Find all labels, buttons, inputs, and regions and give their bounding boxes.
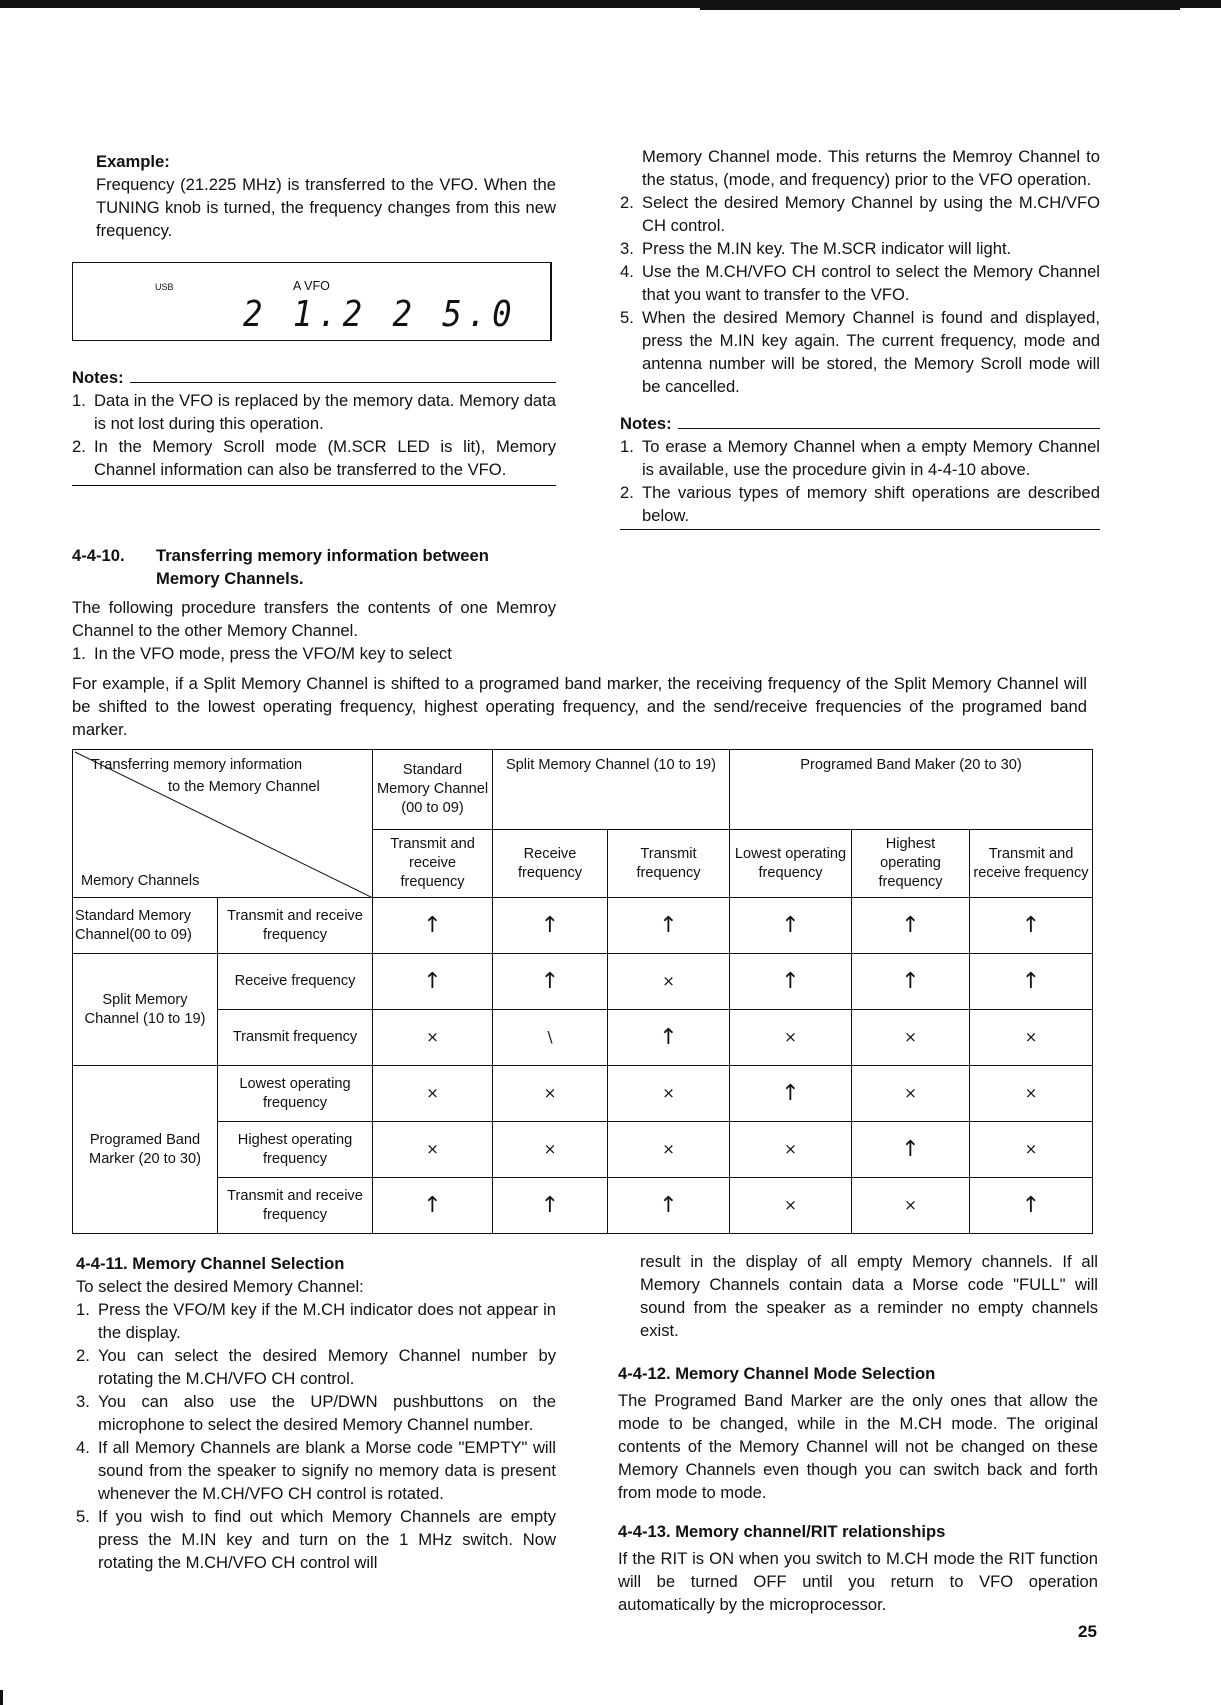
section-4410-step1 [72,642,556,665]
cell-arrow: ↑ [373,954,493,1010]
cell-cross: × [493,1066,608,1122]
row-label: Highest operating frequency [218,1122,373,1178]
section-4411-number: 4-4-11. [76,1254,128,1273]
notes-left-list [72,389,556,486]
cell-cross: \ [493,1010,608,1066]
lcd-mode: USB [155,282,174,292]
corner-top-1: Transferring memory information [91,757,303,773]
group-header-standard: Standard Memory Channel (00 to 09) [373,750,493,830]
row-label: Transmit frequency [218,1010,373,1066]
list-item: 1. Data in the VFO is replaced by the memory data. Memory data is not lost during this operation. [72,391,556,433]
cell-cross: × [493,1122,608,1178]
section-4411-continuation: result in the display of all empty Memory channels. If all Memory Channels contain data a Morse code "FULL" will sound from the speaker as a reminder no empty channels exist. [640,1252,1098,1340]
section-4411-title: Memory Channel Selection [132,1254,345,1273]
cell-cross: × [373,1122,493,1178]
cell-arrow: ↑ [373,1178,493,1234]
cell-cross: × [373,1010,493,1066]
list-item: 5. If you wish to find out which Memory Channels are empty press the M.IN key and turn on the 1 MHz switch. Now rotating the M.CH/VFO CH control will [76,1507,556,1572]
cell-arrow: ↑ [608,1010,730,1066]
section-4410-title-1: Transferring memory information between [156,546,489,565]
cell-cross: × [852,1010,970,1066]
section-4411-steps [76,1298,556,1574]
sub-header: Lowest operating frequency [730,830,852,898]
list-item: 1. In the VFO mode, press the VFO/M key to select [72,644,452,663]
cell-cross: × [608,954,730,1010]
page-edge-mark [0,1690,3,1705]
cell-arrow: ↑ [730,954,852,1010]
group-header-split: Split Memory Channel (10 to 19) [493,750,730,830]
section-4410-start [72,544,556,665]
cell-arrow: ↑ [970,898,1093,954]
list-item: 2. In the Memory Scroll mode (M.SCR LED is lit), Memory Channel information can also be transferred to the VFO. [72,437,556,479]
cell-cross: × [608,1122,730,1178]
table-row [73,954,1093,1010]
cell-cross: × [970,1122,1093,1178]
cell-cross: × [970,1066,1093,1122]
section-4412-number: 4-4-12. [618,1364,671,1383]
list-item: 1. To erase a Memory Channel when a empty Memory Channel is available, use the procedure givin in 4-4-10 above. [620,437,1100,479]
full-width-paragraph: For example, if a Split Memory Channel is shifted to a programed band marker, the receiving frequency of the Split Memory Channel will be shifted to the lowest operating frequency, highest operating frequency, and the send/receive frequencies of the programed band marker. [72,674,1087,739]
section-4411-heading [76,1252,556,1275]
list-item: 4. Use the M.CH/VFO CH control to select the Memory Channel that you want to transfer to the VFO. [620,262,1100,304]
section-4411-intro: To select the desired Memory Channel: [76,1277,364,1296]
notes-left-title: Notes: [72,368,124,387]
list-item: 3. You can also use the UP/DWN pushbuttons on the microphone to select the desired Memory Channel number. [76,1392,556,1434]
row-group-split: Split Memory Channel (10 to 19) [73,954,218,1066]
memory-shift-table [72,749,1093,1234]
section-4412-title: Memory Channel Mode Selection [675,1364,936,1383]
lcd-display [72,262,552,341]
group-header-band: Programed Band Maker (20 to 30) [730,750,1093,830]
row-label: Receive frequency [218,954,373,1010]
lcd-frequency: 2 1.2 2 5.0 [243,294,517,335]
cell-cross: × [852,1066,970,1122]
cell-arrow: ↑ [493,954,608,1010]
section-4412-text: The Programed Band Marker are the only ones that allow the mode to be changed, while in the M.CH mode. The original contents of the Memory Channel will not be changed on these Memory Channels even though you can switch back and forth from mode to mode. [618,1391,1098,1502]
section-4412-heading [618,1362,1098,1385]
row-group-band: Programed Band Marker (20 to 30) [73,1066,218,1234]
example-text: Frequency (21.225 MHz) is transferred to the VFO. When the TUNING knob is turned, the frequency changes from this new frequency. [96,175,556,240]
row-group-standard: Standard Memory Channel(00 to 09) [73,898,218,954]
example-block [96,150,556,242]
page-top-border [0,0,1221,8]
list-item: 1. Press the VFO/M key if the M.CH indicator does not appear in the display. [76,1300,556,1342]
cell-cross: × [970,1010,1093,1066]
notes-right-title: Notes: [620,414,672,433]
list-item: 4. If all Memory Channels are blank a Morse code "EMPTY" will sound from the speaker to signify no memory data is present whenever the M.CH/VFO CH control is rotated. [76,1438,556,1503]
section-4410-heading [72,544,556,590]
row-label: Lowest operating frequency [218,1066,373,1122]
cell-cross: × [730,1010,852,1066]
cell-arrow: ↑ [852,1122,970,1178]
section-4410-steps [620,191,1100,398]
list-item: 3. Press the M.IN key. The M.SCR indicator will light. [620,239,1012,258]
page-number: 25 [1078,1622,1097,1641]
table-row [73,1178,1093,1234]
lcd-vfo: A VFO [293,279,330,293]
section-4411 [76,1252,556,1574]
section-4410-intro: The following procedure transfers the contents of one Memroy Channel to the other Memory Channel. [72,598,556,640]
cell-arrow: ↑ [852,898,970,954]
cell-cross: × [730,1122,852,1178]
right-bottom-column [618,1250,1098,1616]
section-4413-heading [618,1520,1098,1543]
sub-header: Receive frequency [493,830,608,898]
cell-cross: × [608,1066,730,1122]
notes-left-heading [72,366,556,389]
cell-arrow: ↑ [608,898,730,954]
cell-arrow: ↑ [970,954,1093,1010]
list-item: 2. You can select the desired Memory Channel number by rotating the M.CH/VFO CH control. [76,1346,556,1388]
cell-arrow: ↑ [852,954,970,1010]
list-item: 2. Select the desired Memory Channel by using the M.CH/VFO CH control. [620,193,1100,235]
section-4413-text: If the RIT is ON when you switch to M.CH mode the RIT function will be turned OFF until you return to VFO operation automatically by the microprocessor. [618,1549,1098,1614]
section-4413-number: 4-4-13. [618,1522,671,1541]
list-item: 2. The various types of memory shift operations are described below. [620,483,1100,525]
cell-cross: × [730,1178,852,1234]
section-4410-title-2: Memory Channels. [156,569,304,588]
section-4413-title: Memory channel/RIT relationships [675,1522,946,1541]
corner-top-2: to the Memory Channel [168,779,320,795]
table-row [73,1122,1093,1178]
cell-arrow: ↑ [970,1178,1093,1234]
notes-right-list [620,435,1100,530]
corner-bottom: Memory Channels [81,873,200,889]
sub-header: Transmit frequency [608,830,730,898]
cell-cross: × [373,1066,493,1122]
notes-right [620,412,1100,530]
notes-right-heading [620,412,1100,435]
sub-header: Transmit and receive frequency [970,830,1093,898]
example-heading: Example: [96,152,170,171]
table-row [73,898,1093,954]
sub-header: Highest operating frequency [852,830,970,898]
row-label: Transmit and receive frequency [218,1178,373,1234]
section-4410-continued [620,145,1100,530]
cell-arrow: ↑ [608,1178,730,1234]
cell-arrow: ↑ [493,898,608,954]
list-item: 5. When the desired Memory Channel is found and displayed, press the M.IN key again. The current frequency, mode and antenna number will be stored, the Memory Scroll mode will be cancelled. [620,308,1100,396]
step1-continuation: Memory Channel mode. This returns the Memroy Channel to the status, (mode, and frequency) prior to the VFO operation. [642,147,1100,189]
cell-cross: × [852,1178,970,1234]
section-4410-number: 4-4-10. [72,546,125,565]
cell-arrow: ↑ [730,1066,852,1122]
sub-header: Transmit and receive frequency [373,830,493,898]
cell-arrow: ↑ [373,898,493,954]
cell-arrow: ↑ [730,898,852,954]
notes-left [72,366,556,486]
cell-arrow: ↑ [493,1178,608,1234]
page-top-border-thin [700,8,1180,10]
table-row [73,1010,1093,1066]
table-row [73,1066,1093,1122]
row-label: Transmit and receive frequency [218,898,373,954]
table-corner-cell [73,750,373,898]
